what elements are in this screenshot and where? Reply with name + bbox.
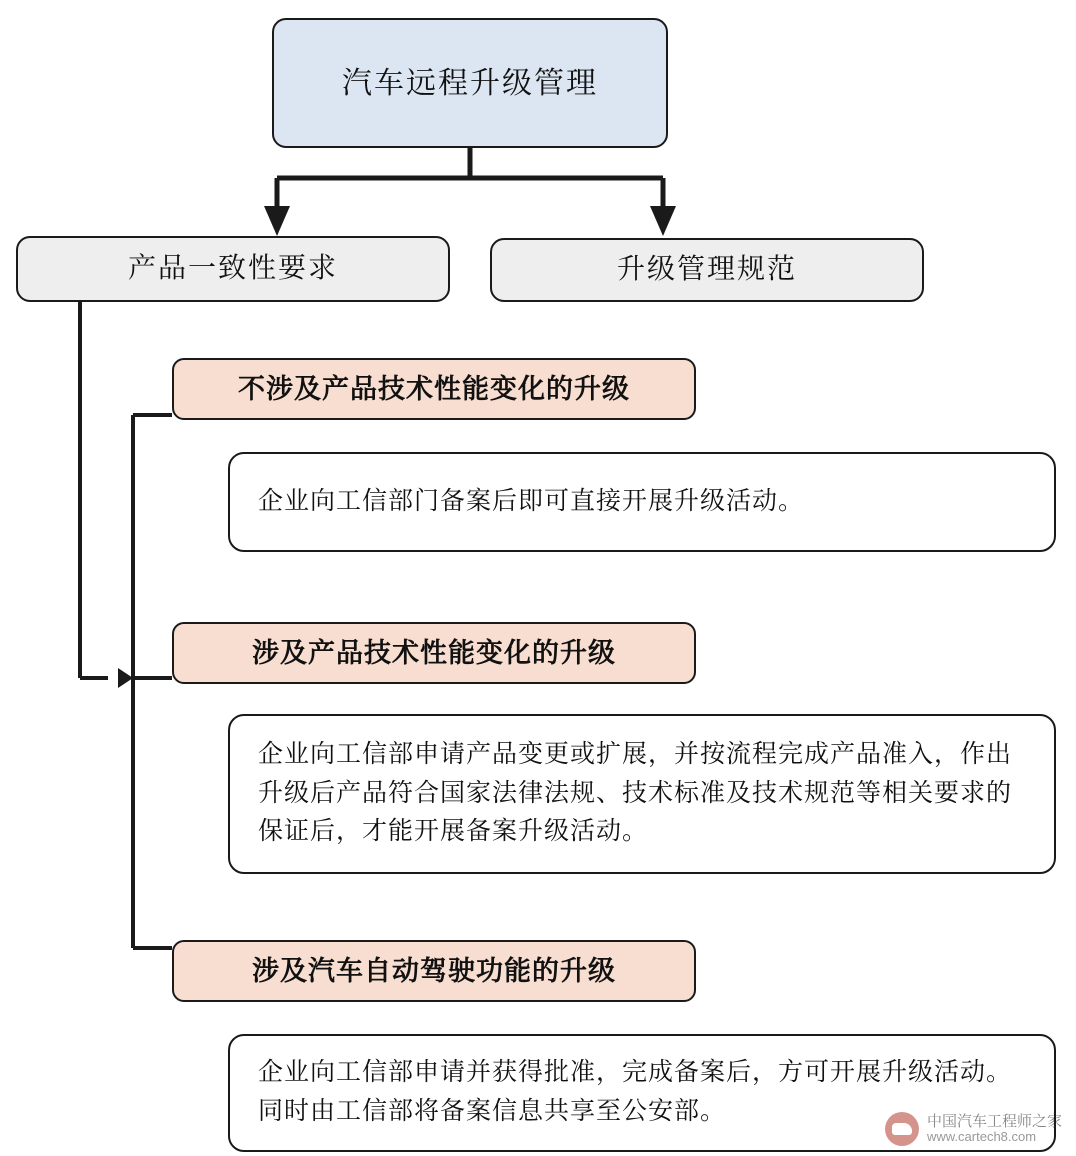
watermark-text [927,1113,1062,1145]
category-node-with-tech-change [172,622,696,684]
root-node-label: 汽车远程升级管理 [342,66,598,100]
branch-node-label: 升级管理规范 [616,254,797,285]
watermark-name: 中国汽车工程师之家 [926,1112,1062,1130]
branch-node-label: 产品一致性要求 [127,253,338,284]
detail-node-with-tech-change [228,714,1056,874]
detail-node-no-tech-change [228,452,1056,552]
category-node-label: 不涉及产品技术性能变化的升级 [238,373,630,404]
category-node-autonomous-driving [172,940,696,1002]
category-node-label: 涉及产品技术性能变化的升级 [252,637,616,668]
detail-node-text: 企业向工信部申请并获得批准，完成备案后，方可开展升级活动。同时由工信部将备案信息共享至公安部。 [258,1059,1013,1125]
watermark [885,1112,1062,1146]
category-node-label: 涉及汽车自动驾驶功能的升级 [252,955,616,986]
watermark-url: www.cartech8.com [926,1129,1037,1145]
branch-node-upgrade-management [490,238,924,302]
root-node [272,18,668,148]
car-logo-icon [885,1112,919,1146]
category-node-no-tech-change [172,358,696,420]
branch-node-product-consistency [16,236,450,302]
detail-node-text: 企业向工信部门备案后即可直接开展升级活动。 [258,487,805,515]
detail-node-text: 企业向工信部申请产品变更或扩展，并按流程完成产品准入，作出升级后产品符合国家法律法规、技术标准及技术规范等相关要求的保证后，才能开展备案升级活动。 [258,740,1013,846]
